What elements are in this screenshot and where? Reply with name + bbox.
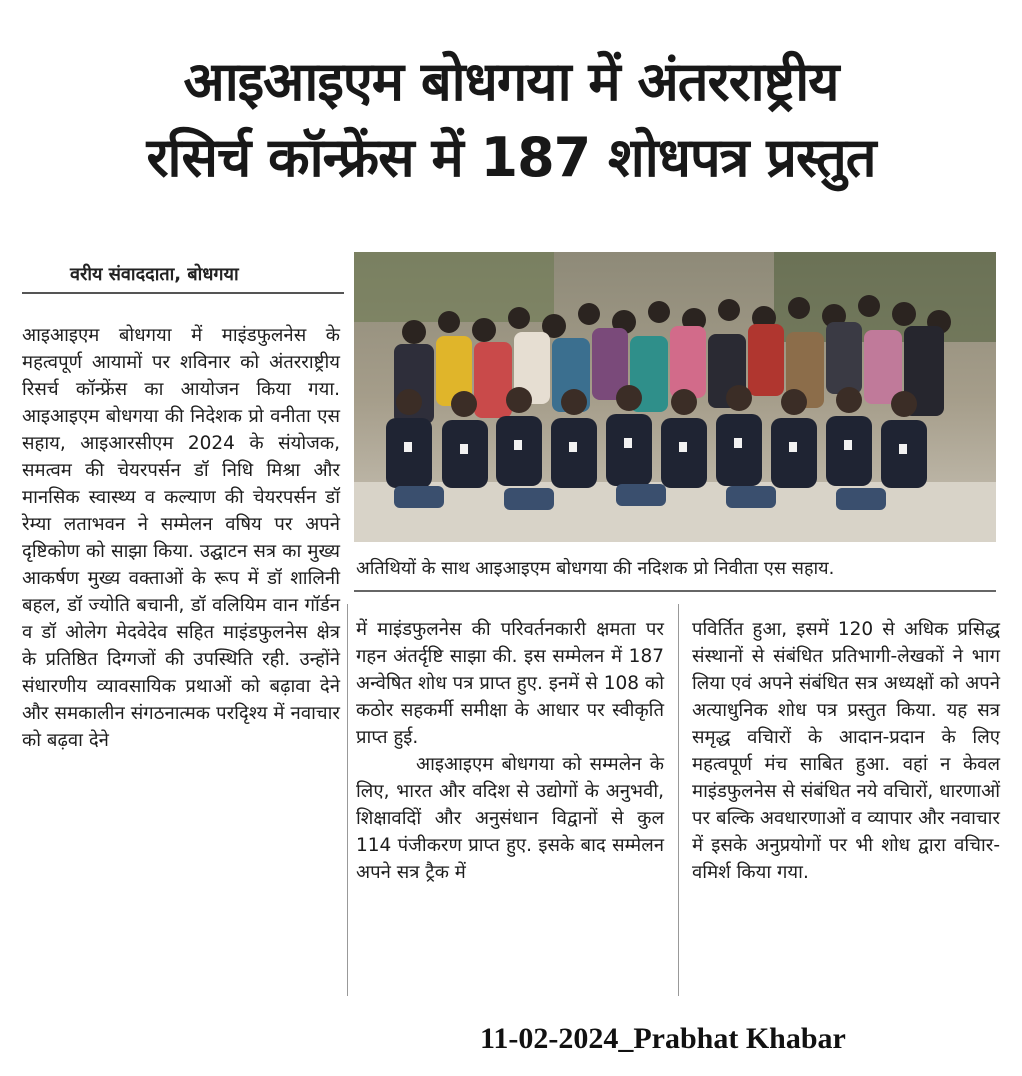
byline: वरीय संवाददाता, बोधगया xyxy=(70,264,239,285)
group-photo xyxy=(354,252,996,542)
headline-line-1: आइआइएम बोधगया में अंतरराष्ट्रीय xyxy=(183,50,839,113)
article-paragraph-3: आइआइएम बोधगया को सम्मलेन के लिए, भारत और वदिश से उद्योगों के अनुभवी, शिक्षावदिों और अनुसंधान विद्वानों से कुल 114 पंजीकरण प्राप्त हुए. इसके बाद सम्मेलन अपने सत्र ट्रैक में xyxy=(356,754,664,883)
article-column-3 xyxy=(692,616,1000,886)
column-divider xyxy=(347,604,348,996)
article-column-1 xyxy=(22,322,340,754)
headline-line-2: रसिर्च कॉन्फ्रेंस में 187 शोधपत्र प्रस्तुत xyxy=(146,126,876,189)
article-column-2 xyxy=(356,616,664,886)
caption-divider xyxy=(354,590,996,592)
headline xyxy=(20,44,1002,196)
article-paragraph-4: पविर्तित हुआ, इसमें 120 से अधिक प्रसिद्ध संस्थानों से संबंधित प्रतिभागी-लेखकों ने भाग लिया एवं अपने संबंधित सत्र अध्यक्षों को अपने अत्याधुनिक शोध पत्र प्रस्तुत किया. यह सत्र समृद्ध वचिारों के आदान-प्रदान के लिए महत्वपूर्ण मंच साबित हुआ. वहां न केवल माइंडफुलनेस से संबंधित नये वचिारों, धारणाओं पर बल्कि अवधारणाओं व व्यापार और नवाचार में इसके अनुप्रयोगों पर भी शोध द्वारा वचिार-वमिर्श किया गया. xyxy=(692,619,1000,883)
byline-divider xyxy=(22,292,344,294)
article-paragraph-1: आइआइएम बोधगया में माइंडफुलनेस के महत्वपूर्ण आयामों पर शविनार को अंतरराष्ट्रीय रिसर्च कॉन्फ्रेंस का आयोजन किया गया. आइआइएम बोधगया की निदेशक प्रो वनीता एस सहाय, आइआरसीएम 2024 के संयोजक, समत्वम की चेयरपर्सन डॉ निधि मिश्रा और मानसिक स्वास्थ्य व कल्याण की चेयरपर्सन डॉ रेम्या लताभवन ने सम्मेलन वषिय पर अपने दृष्टिकोण को साझा किया. उद्घाटन सत्र का मुख्य आकर्षण मुख्य वक्ताओं के रूप में डॉ शालिनी बहल, डॉ ज्योति बचानी, डॉ वलियिम वान गॉर्डन व डॉ ओलेग मेदवेदेव सहित माइंडफुलनेस क्षेत्र के प्रतिष्ठित दिग्गजों की उपस्थिति रही. उन्होंने संधारणीय व्यावसायिक प्रथाओं को बढ़ावा देने और समकालीन संगठनात्मक परदिृश्य में नवाचार को बढ़वा देने xyxy=(22,325,340,751)
photo-caption: अतिथियों के साथ आइआइएम बोधगया की नदिशक प्रो निवीता एस सहाय. xyxy=(356,558,835,579)
article-paragraph-2: में माइंडफुलनेस की परिवर्तनकारी क्षमता पर गहन अंतर्दृष्टि साझा की. इस सम्मेलन में 187 अन्वेषित शोध पत्र प्राप्त हुए. इनमें से 108 को कठोर सहकर्मी समीक्षा के आधार पर स्वीकृति प्राप्त हुई. xyxy=(356,619,664,748)
column-divider xyxy=(678,604,679,996)
source-credit: 11-02-2024_Prabhat Khabar xyxy=(480,1022,846,1055)
